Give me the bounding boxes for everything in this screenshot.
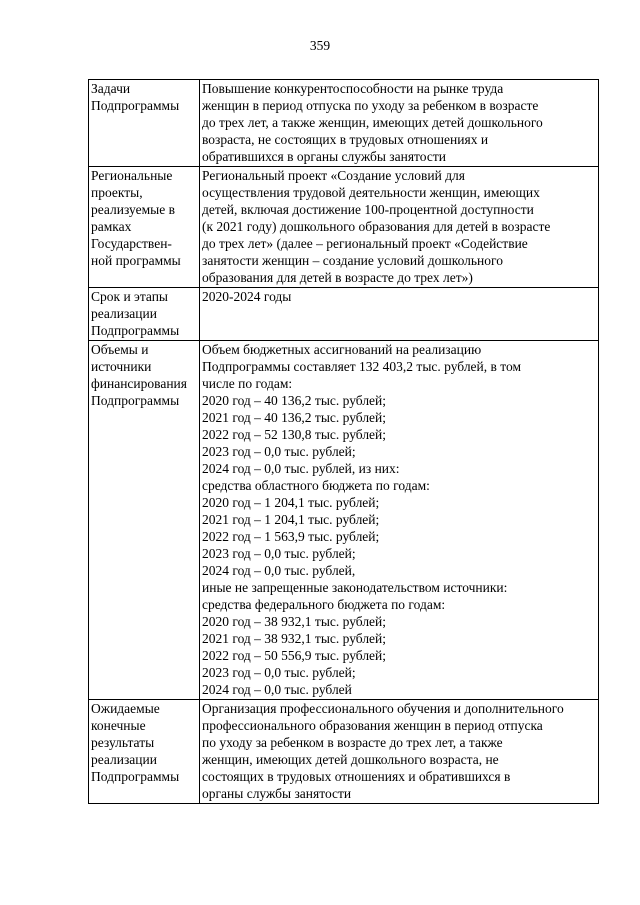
row-content-cell (200, 288, 599, 341)
row-content-line: Повышение конкурентоспособности на рынке труда (202, 81, 504, 96)
row-content-cell (200, 700, 599, 804)
row-content-line: по уходу за ребенком в возрасте до трех лет, а также (202, 735, 503, 750)
row-content-line: 2020 год – 38 932,1 тыс. рублей; (202, 614, 387, 629)
row-label-line: Подпрограммы (91, 393, 180, 408)
table-row (89, 167, 599, 288)
row-content-line: 2022 год – 1 563,9 тыс. рублей; (202, 529, 380, 544)
row-label-line: Подпрограммы (91, 769, 180, 784)
row-label-line: реализации (91, 306, 157, 321)
row-label-cell (89, 288, 200, 341)
table-row (89, 700, 599, 804)
page-number: 359 (309, 38, 331, 53)
row-content-line: средства областного бюджета по годам: (202, 478, 430, 493)
row-content-line: занятости женщин – создание условий дошкольного (202, 253, 503, 268)
row-content-line: органы службы занятости (202, 786, 352, 801)
table-body (89, 80, 599, 804)
row-content-line: (к 2021 году) дошкольного образования для детей в возрасте (202, 219, 551, 234)
row-content-line: образования для детей в возрасте до трех лет») (202, 270, 473, 285)
row-content-line: 2023 год – 0,0 тыс. рублей; (202, 665, 356, 680)
row-content-line: до трех лет» (далее – региональный проект «Содействие (202, 236, 528, 251)
passport-table (88, 79, 599, 804)
table-row (89, 80, 599, 167)
row-label-line: финансирования (91, 376, 187, 391)
row-label-line: проекты, (91, 185, 143, 200)
row-content-line: возраста, не состоящих в трудовых отношениях и (202, 132, 489, 147)
row-label-line: Задачи (91, 81, 131, 96)
row-content-line: 2022 год – 50 556,9 тыс. рублей; (202, 648, 387, 663)
row-content-line: средства федерального бюджета по годам: (202, 597, 446, 612)
row-label-line: Срок и этапы (91, 289, 169, 304)
row-label-cell (89, 80, 200, 167)
row-content-line: 2023 год – 0,0 тыс. рублей; (202, 444, 356, 459)
row-content-line: 2021 год – 40 136,2 тыс. рублей; (202, 410, 387, 425)
row-content-line: 2020 год – 1 204,1 тыс. рублей; (202, 495, 380, 510)
row-content-line: Объем бюджетных ассигнований на реализацию (202, 342, 482, 357)
row-content-cell (200, 80, 599, 167)
row-label-line: Ожидаемые (91, 701, 160, 716)
row-content-line: числе по годам: (202, 376, 293, 391)
row-content-line: 2020 год – 40 136,2 тыс. рублей; (202, 393, 387, 408)
row-label-line: рамках (91, 219, 132, 234)
row-label-line: Объемы и (91, 342, 149, 357)
row-content-line: иные не запрещенные законодательством источники: (202, 580, 508, 595)
row-label-cell (89, 167, 200, 288)
table-row (89, 288, 599, 341)
row-label-line: конечные (91, 718, 146, 733)
row-content-line: 2024 год – 0,0 тыс. рублей (202, 682, 352, 697)
row-label-line: Государствен- (91, 236, 172, 251)
row-label-line: Подпрограммы (91, 323, 180, 338)
table-row (89, 341, 599, 700)
row-label-line: ной программы (91, 253, 181, 268)
row-content-line: 2024 год – 0,0 тыс. рублей, из них: (202, 461, 400, 476)
row-content-line: обратившихся в органы службы занятости (202, 149, 446, 164)
row-content-line: осуществления трудовой деятельности женщин, имеющих (202, 185, 540, 200)
row-content-line: состоящих в трудовых отношениях и обратившихся в (202, 769, 511, 784)
row-label-line: Подпрограммы (91, 98, 180, 113)
row-content-cell (200, 167, 599, 288)
row-content-line: до трех лет, а также женщин, имеющих детей дошкольного (202, 115, 543, 130)
row-content-line: 2021 год – 1 204,1 тыс. рублей; (202, 512, 380, 527)
row-content-line: 2020-2024 годы (202, 289, 292, 304)
row-label-line: реализуемые в (91, 202, 175, 217)
row-content-line: Региональный проект «Создание условий для (202, 168, 466, 183)
row-content-line: 2022 год – 52 130,8 тыс. рублей; (202, 427, 387, 442)
row-content-line: 2023 год – 0,0 тыс. рублей; (202, 546, 356, 561)
row-content-line: 2024 год – 0,0 тыс. рублей, (202, 563, 356, 578)
row-content-line: женщин, имеющих детей дошкольного возраста, не (202, 752, 499, 767)
row-label-line: реализации (91, 752, 157, 767)
row-label-line: результаты (91, 735, 155, 750)
row-content-line: женщин в период отпуска по уходу за ребенком в возрасте (202, 98, 539, 113)
row-label-line: Региональные (91, 168, 173, 183)
row-content-line: детей, включая достижение 100-процентной доступности (202, 202, 534, 217)
row-label-cell (89, 341, 200, 700)
row-content-line: 2021 год – 38 932,1 тыс. рублей; (202, 631, 387, 646)
row-content-line: профессионального образования женщин в период отпуска (202, 718, 543, 733)
row-label-line: источники (91, 359, 152, 374)
row-content-line: Организация профессионального обучения и дополнительного (202, 701, 564, 716)
row-content-cell (200, 341, 599, 700)
row-label-cell (89, 700, 200, 804)
row-content-line: Подпрограммы составляет 132 403,2 тыс. рублей, в том (202, 359, 522, 374)
